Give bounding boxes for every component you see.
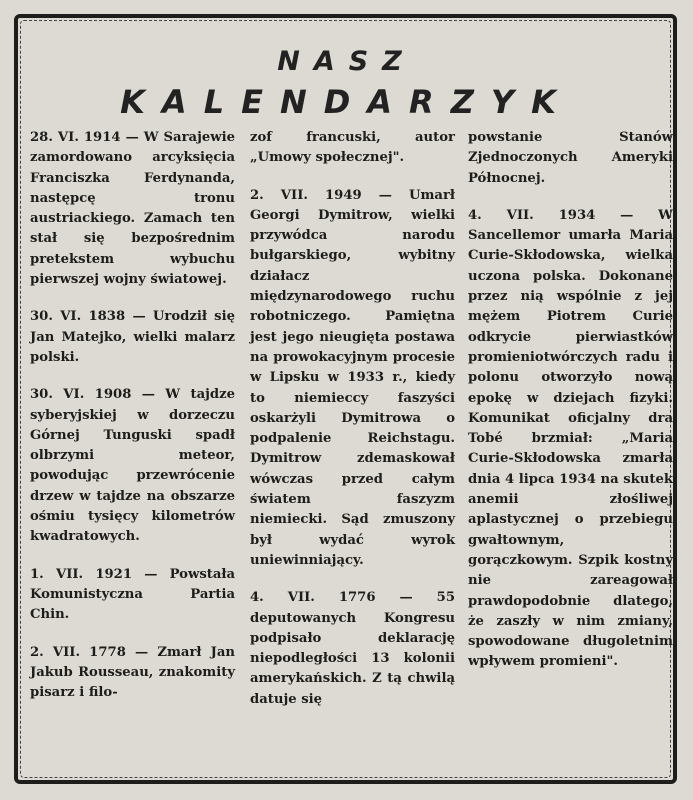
entry-date: 4. VII. 1776: [250, 590, 376, 606]
calendar-entry-continuation: [468, 128, 673, 189]
column-2: [250, 128, 455, 727]
calendar-entry: [468, 206, 673, 673]
title-line-2: KALENDARZYK: [120, 83, 573, 121]
entry-text: — 55 deputowanych Kongresu podpisało deklarację niepodległości 13 kolonii amerykańskich. Z tą chwilą datuje się: [250, 590, 455, 707]
entry-text: — Urodził się Jan Matejko, wielki malarz polski.: [30, 309, 236, 365]
calendar-entry: [250, 588, 455, 710]
entry-date: 2. VII. 1778: [30, 644, 126, 660]
entry-text: — W tajdze syberyjskiej w dorzeczu Górnej Tunguski spadł olbrzymi meteor, powodując przewrócenie drzew w tajdze na obszarze ośmiu tysięcy kilometrów kwadratowych.: [30, 387, 235, 545]
calendar-entry-continuation: [250, 128, 455, 169]
calendar-entry: [30, 643, 235, 704]
calendar-entry: [30, 385, 235, 547]
column-1: [30, 128, 235, 720]
entry-text: powstanie Stanów Zjednoczonych Ameryki Północnej.: [468, 130, 673, 186]
entry-date: 2. VII. 1949: [250, 187, 362, 203]
entry-text: — Umarł Georgi Dymitrow, wielki przywódca narodu bułgarskiego, wybitny działacz międzynarodowego ruchu robotniczego. Pamiętna jest jego nieugięta postawa na prowokacyjnym procesie w Lipsku w 1933 r., kiedy to niemieccy faszyści oskarżyli Dymitrowa o podpalenie Reichstagu. Dymitrow zdemaskował wówczas przed całym światem faszyzm niemiecki. Sąd zmuszony był wydać wyrok uniewinniający.: [250, 187, 455, 568]
entry-date: 1. VII. 1921: [30, 566, 133, 582]
entry-date: 30. VI. 1838: [30, 309, 126, 325]
entry-date: 30. VI. 1908: [30, 387, 132, 403]
entry-text: — Zmarł Jan Jakub Rousseau, znakomity pisarz i filo-: [30, 644, 235, 701]
title-line-1: NASZ: [277, 46, 416, 77]
entry-text: — Powstała Komunistyczna Partia Chin.: [30, 566, 236, 623]
entry-date: 4. VII. 1934: [468, 207, 596, 223]
entry-text: zof francuski, autor „Umowy społecznej".: [250, 130, 455, 166]
calendar-entry: [30, 307, 235, 368]
entry-text: — W Sancellemor umarła Maria Curie-Skłodowska, wielka uczona polska. Dokonane przez nią wspólnie z jej mężem Piotrem Curie odkrycie pierwiastków promieniotwórczych radu i polonu otworzyło nową epokę w dziejach fizyki. Komunikat oficjalny dra Tobé brzmiał: „Maria Curie-Skłodowska zmarła dnia 4 lipca 1934 na skutek anemii złośliwej aplastycznej o przebiegu gwałtownym, gorączkowym. Szpik kostny nie zareagował prawdopodobnie dlatego, że zaszły w nim zmiany, spowodowane długoletnim wpływem promieni".: [468, 207, 673, 670]
entry-date: 28. VI. 1914: [30, 130, 121, 145]
calendar-entry: [30, 128, 235, 290]
entry-text: — W Sarajewie zamordowano arcyksięcia Franciszka Ferdynanda, następcę tronu austriackiego. Zamach ten stał się bezpośrednim pretekstem wybuchu pierwszej wojny światowej.: [30, 130, 236, 288]
column-3: [468, 128, 673, 690]
calendar-entry: [30, 565, 235, 626]
calendar-entry: [250, 186, 455, 572]
